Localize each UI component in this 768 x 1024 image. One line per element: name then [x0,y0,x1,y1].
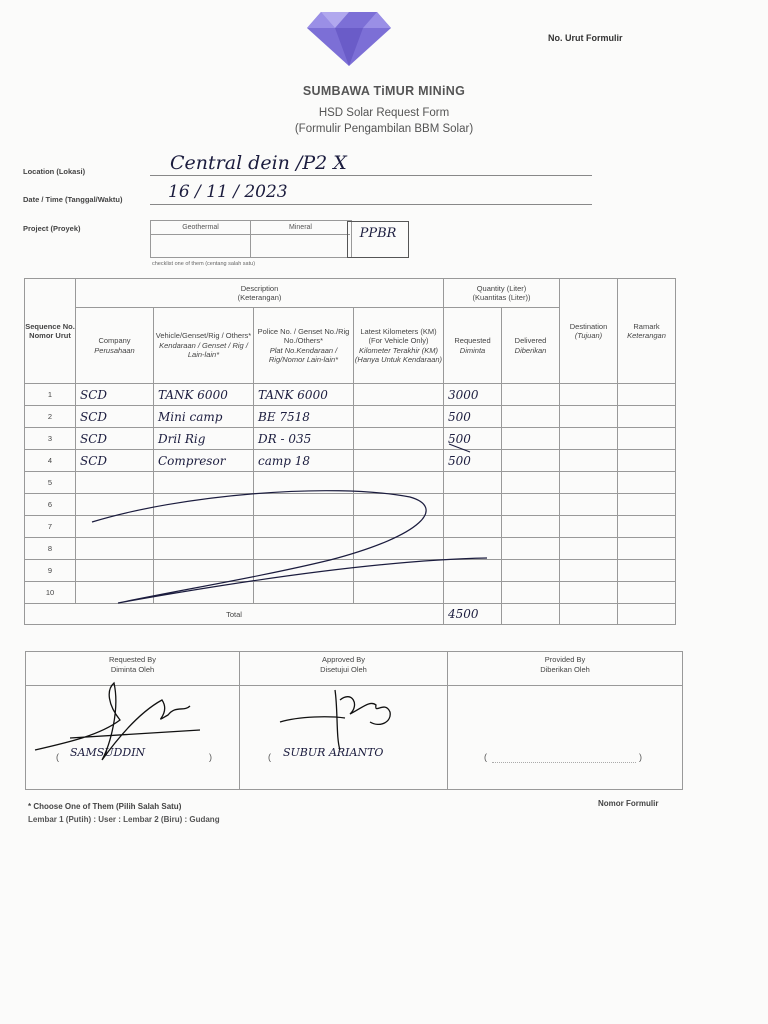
requested-cell[interactable]: 3000 [444,384,502,406]
requested-cell[interactable]: 500 [444,428,502,450]
row-number: 3 [25,428,76,450]
date-label: Date / Time (Tanggal/Waktu) [23,195,123,204]
requested-cell[interactable] [444,560,502,582]
paren-close: ) [209,752,212,762]
vehicle-cell[interactable] [154,538,254,560]
checklist-note: checklist one of them (centang salah satu) [152,261,256,267]
km-cell[interactable] [354,538,444,560]
vehicle-cell[interactable]: TANK 6000 [154,384,254,406]
table-row [25,538,676,560]
company-cell[interactable]: SCD [76,450,154,472]
remark-cell[interactable] [618,450,676,472]
table-row [25,494,676,516]
description-header: Description (Keterangan) [76,279,444,308]
police-cell[interactable] [254,472,354,494]
project-option-label: Geothermal [151,221,250,235]
requested-cell[interactable] [444,582,502,604]
project-option-label: Mineral [251,221,350,235]
quantity-header: Quantity (Liter) (Kuantitas (Liter)) [444,279,560,308]
paren-open: ( [484,752,487,762]
delivered-cell[interactable] [502,428,560,450]
police-cell[interactable]: camp 18 [254,450,354,472]
police-cell[interactable] [254,538,354,560]
vehicle-cell[interactable]: Mini camp [154,406,254,428]
delivered-cell[interactable] [502,582,560,604]
table-row [25,384,676,406]
km-header: Latest Kilometers (KM) (For Vehicle Only) Kilometer Terakhir (KM) (Hanya Untuk Kendaraan) [354,308,444,384]
destination-cell[interactable] [560,406,618,428]
table-row [25,428,676,450]
km-cell[interactable] [354,450,444,472]
company-cell[interactable] [76,560,154,582]
km-cell[interactable] [354,428,444,450]
remark-cell[interactable] [618,516,676,538]
destination-header: Destination (Tujuan) [560,279,618,384]
row-number: 9 [25,560,76,582]
company-cell[interactable]: SCD [76,406,154,428]
total-destination[interactable] [560,604,618,625]
destination-cell[interactable] [560,560,618,582]
delivered-cell[interactable] [502,384,560,406]
delivered-cell[interactable] [502,538,560,560]
approved-by-header: Approved By Disetujui Oleh [240,652,447,686]
destination-cell[interactable] [560,538,618,560]
vehicle-cell[interactable] [154,582,254,604]
provided-by-header: Provided By Diberikan Oleh [448,652,682,686]
signature-section [25,651,683,790]
company-cell[interactable] [76,538,154,560]
delivered-cell[interactable] [502,472,560,494]
km-cell[interactable] [354,582,444,604]
destination-cell[interactable] [560,472,618,494]
remark-cell[interactable] [618,472,676,494]
requested-cell[interactable]: 500 [444,450,502,472]
form-title: HSD Solar Request Form [318,107,450,119]
project-value-box[interactable] [347,221,409,258]
remark-cell[interactable] [618,428,676,450]
police-cell[interactable] [254,494,354,516]
location-line [150,175,592,176]
table-row [25,472,676,494]
vehicle-header: Vehicle/Genset/Rig / Others* Kendaraan / Genset / Rig / Lain-lain* [154,308,254,384]
police-cell[interactable] [254,582,354,604]
footer-form-number-label: Nomor Formulir [598,799,659,808]
row-number: 8 [25,538,76,560]
remark-cell[interactable] [618,494,676,516]
remark-cell[interactable] [618,560,676,582]
company-name: SUMBAWA TiMUR MINiNG [302,84,466,98]
row-number: 4 [25,450,76,472]
police-cell[interactable]: BE 7518 [254,406,354,428]
km-cell[interactable] [354,472,444,494]
km-cell[interactable] [354,516,444,538]
destination-cell[interactable] [560,450,618,472]
form-number-label: No. Urut Formulir [548,33,623,43]
delivered-cell[interactable] [502,406,560,428]
project-option-geothermal[interactable] [151,221,251,257]
project-option-mineral[interactable] [251,221,350,257]
row-number: 5 [25,472,76,494]
project-label: Project (Proyek) [23,224,81,233]
paren-open: ( [56,752,59,762]
row-number: 2 [25,406,76,428]
destination-cell[interactable] [560,428,618,450]
km-cell[interactable] [354,406,444,428]
total-remark[interactable] [618,604,676,625]
project-value: PPBR [359,226,397,241]
table-row [25,560,676,582]
approved-name: SUBUR ARIANTO [283,746,384,759]
requested-cell[interactable] [444,472,502,494]
seq-header: Sequence No. Nomor Urut [25,279,76,384]
diamond-logo-icon [305,10,393,68]
police-header: Police No. / Genset No./Rig No./Others* Plat No.Kendaraan / Rig/Nomor Lain-lain* [254,308,354,384]
vehicle-cell[interactable] [154,494,254,516]
total-label: Total [25,604,444,625]
row-number: 7 [25,516,76,538]
location-label: Location (Lokasi) [23,167,86,176]
project-options-box[interactable] [150,220,352,258]
row-number: 6 [25,494,76,516]
requested-cell[interactable] [444,516,502,538]
requested-name: SAMSUDDIN [70,746,146,759]
copies-note: Lembar 1 (Putih) : User : Lembar 2 (Biru) : Gudang [28,815,220,824]
vehicle-cell[interactable] [154,472,254,494]
company-cell[interactable] [76,516,154,538]
table-row [25,406,676,428]
paren-close: ) [639,752,642,762]
requested-cell[interactable]: 500 [444,406,502,428]
vehicle-cell[interactable]: Dril Rig [154,428,254,450]
delivered-cell[interactable] [502,494,560,516]
delivered-header: Delivered Diberikan [502,308,560,384]
police-cell[interactable] [254,560,354,582]
destination-cell[interactable] [560,494,618,516]
police-cell[interactable]: DR - 035 [254,428,354,450]
provided-name-line [492,762,636,763]
km-cell[interactable] [354,560,444,582]
police-cell[interactable] [254,516,354,538]
delivered-cell[interactable] [502,450,560,472]
company-cell[interactable] [76,472,154,494]
table-row [25,450,676,472]
km-cell[interactable] [354,384,444,406]
delivered-cell[interactable] [502,516,560,538]
date-value[interactable]: 16 / 11 / 2023 [168,182,288,202]
destination-cell[interactable] [560,384,618,406]
remark-cell[interactable] [618,406,676,428]
destination-cell[interactable] [560,582,618,604]
remark-header: Ramark Keterangan [618,279,676,384]
form-subtitle: (Formulir Pengambilan BBM Solar) [294,123,474,135]
requested-cell[interactable] [444,538,502,560]
date-line [150,204,592,205]
paren-open: ( [268,752,271,762]
total-value[interactable]: 4500 [444,604,502,625]
km-cell[interactable] [354,494,444,516]
request-table [24,278,676,625]
remark-cell[interactable] [618,384,676,406]
row-number: 1 [25,384,76,406]
vehicle-cell[interactable] [154,516,254,538]
table-row [25,582,676,604]
requested-cell[interactable] [444,494,502,516]
requested-by-header: Requested By Diminta Oleh [26,652,239,686]
company-cell[interactable] [76,582,154,604]
choose-note: * Choose One of Them (Pilih Salah Satu) [28,802,182,811]
company-cell[interactable] [76,494,154,516]
destination-cell[interactable] [560,516,618,538]
vehicle-cell[interactable]: Compresor [154,450,254,472]
table-row [25,516,676,538]
row-number: 10 [25,582,76,604]
police-cell[interactable]: TANK 6000 [254,384,354,406]
requested-header: Requested Diminta [444,308,502,384]
location-value[interactable]: Central dein /P2 X [170,152,347,174]
company-cell[interactable]: SCD [76,384,154,406]
delivered-cell[interactable] [502,560,560,582]
vehicle-cell[interactable] [154,560,254,582]
company-cell[interactable]: SCD [76,428,154,450]
total-delivered[interactable] [502,604,560,625]
remark-cell[interactable] [618,538,676,560]
company-header: Company Perusahaan [76,308,154,384]
remark-cell[interactable] [618,582,676,604]
